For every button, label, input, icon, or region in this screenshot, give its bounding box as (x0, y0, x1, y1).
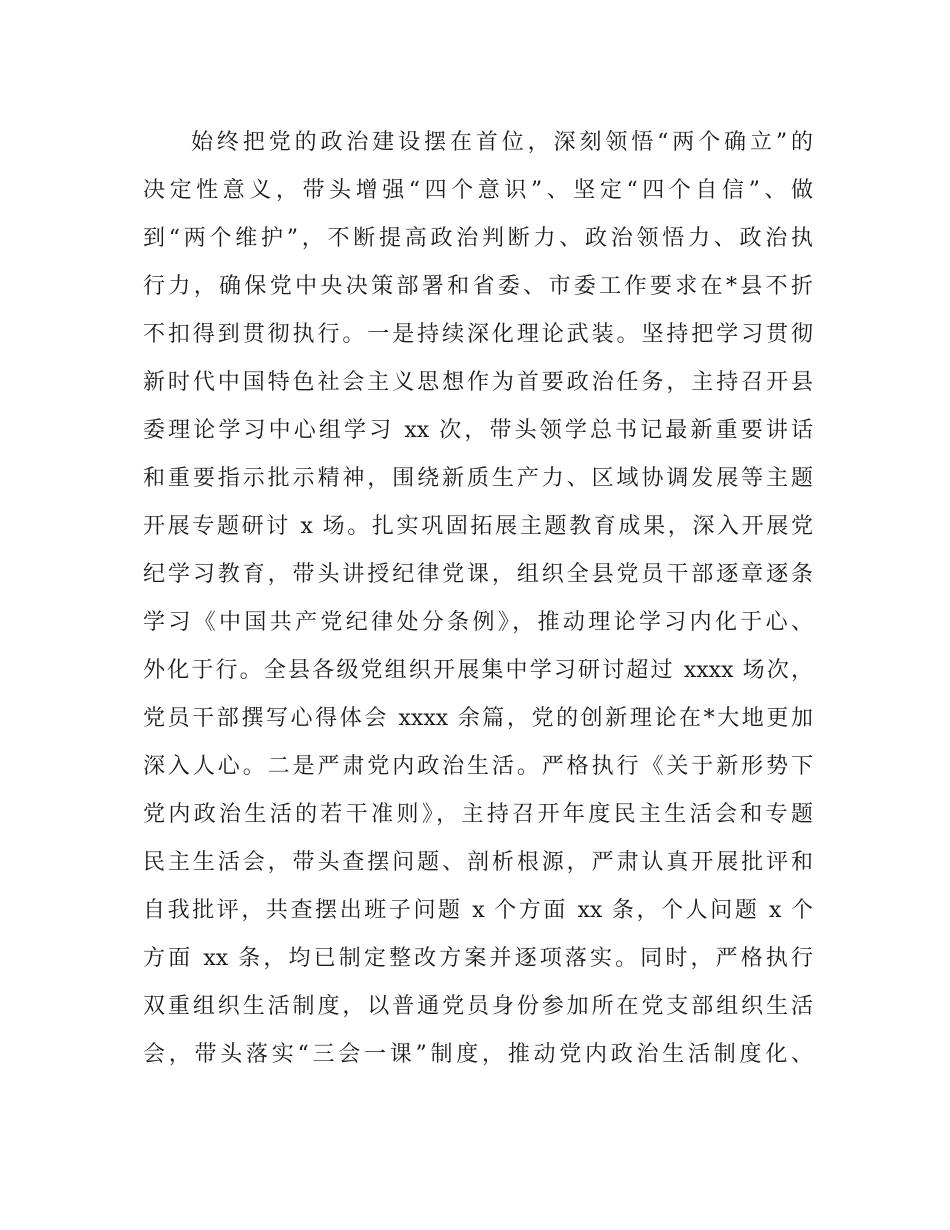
paragraph-line: 民主生活会，带头查摆问题、剖析根源，严肃认真开展批评和 (143, 850, 813, 875)
paragraph-line: 方面 xx 条，均已制定整改方案并逐项落实。同时，严格执行 (143, 946, 813, 971)
paragraph-line: 到“两个维护”，不断提高政治判断力、政治领悟力、政治执 (143, 226, 813, 251)
paragraph-line: 会，带头落实“三会一课”制度，推动党内政治生活制度化、 (143, 1042, 813, 1067)
paragraph-line: 始终把党的政治建设摆在首位，深刻领悟“两个确立”的 (191, 130, 813, 155)
paragraph-line: 纪学习教育，带头讲授纪律党课，组织全县党员干部逐章逐条 (143, 562, 813, 587)
paragraph-line: 不扣得到贯彻执行。一是持续深化理论武装。坚持把学习贯彻 (143, 322, 813, 347)
paragraph-line: 双重组织生活制度，以普通党员身份参加所在党支部组织生活 (143, 994, 813, 1019)
paragraph-line: 深入人心。二是严肃党内政治生活。严格执行《关于新形势下 (143, 754, 813, 779)
paragraph-line: 自我批评，共查摆出班子问题 x 个方面 xx 条，个人问题 x 个 (143, 898, 813, 923)
paragraph-line: 决定性意义，带头增强“四个意识”、坚定“四个自信”、做 (143, 178, 813, 203)
paragraph-line: 党内政治生活的若干准则》，主持召开年度民主生活会和专题 (143, 802, 813, 827)
paragraph-line: 新时代中国特色社会主义思想作为首要政治任务，主持召开县 (143, 370, 813, 395)
paragraph-line: 和重要指示批示精神，围绕新质生产力、区域协调发展等主题 (143, 466, 813, 491)
paragraph-line: 学习《中国共产党纪律处分条例》，推动理论学习内化于心、 (143, 610, 813, 635)
paragraph-line: 外化于行。全县各级党组织开展集中学习研讨超过 xxxx 场次， (143, 658, 813, 683)
paragraph-line: 党员干部撰写心得体会 xxxx 余篇，党的创新理论在*大地更加 (143, 706, 813, 731)
paragraph-line: 开展专题研讨 x 场。扎实巩固拓展主题教育成果，深入开展党 (143, 514, 813, 539)
paragraph-line: 委理论学习中心组学习 xx 次，带头领学总书记最新重要讲话 (143, 418, 813, 443)
paragraph-line: 行力，确保党中央决策部署和省委、市委工作要求在*县不折 (143, 274, 813, 299)
